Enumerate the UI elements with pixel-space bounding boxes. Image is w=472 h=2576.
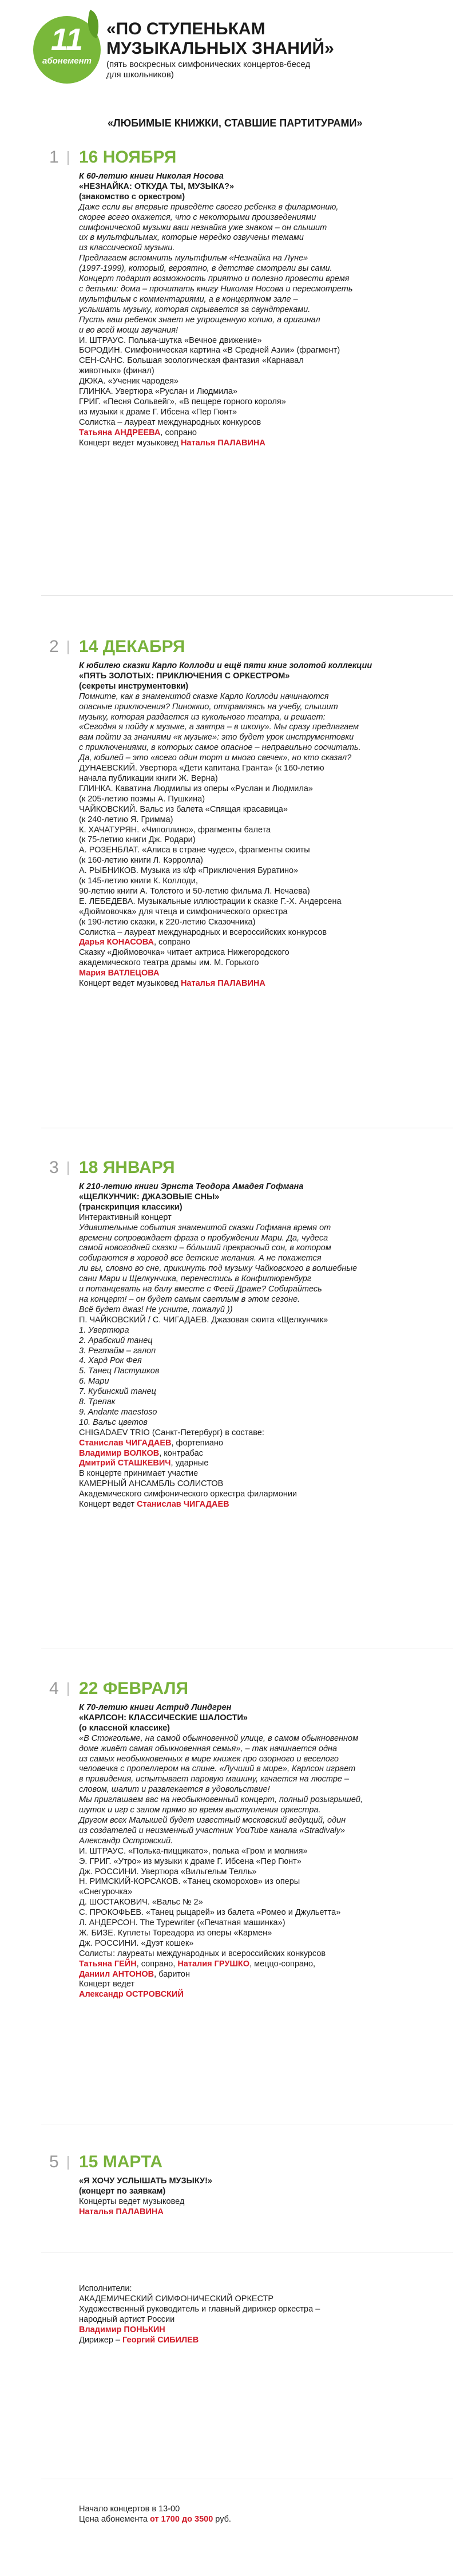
- text-line: и во всей мощи звучания!: [79, 325, 178, 335]
- text-line: К 70-летию книги Астрид Линдгрен: [79, 1703, 232, 1712]
- text-line: А. РЫБНИКОВ. Музыка из к/ф «Приключения Буратино»: [79, 866, 299, 876]
- text-line: Предлагаем вспомнить мультфильм «Незнайка на Луне»: [79, 254, 308, 263]
- number-divider: [68, 641, 69, 654]
- performer-name: Татьяна ГЕЙН: [79, 1959, 137, 1969]
- text-line: К. ХАЧАТУРЯН. «Чиполлино», фрагменты балета: [79, 825, 271, 835]
- text-line: Дж. РОССИНИ. «Дуэт кошек»: [79, 1938, 194, 1948]
- text-line: Дж. РОССИНИ. Увертюра «Вильгельм Телль»: [79, 1867, 257, 1876]
- text-line: Солисты: лауреаты международных и всероссийских конкурсов: [79, 1949, 326, 1958]
- text-line: [79, 938, 445, 948]
- text-line: (к 160-летию книги Л. Кэрролла): [79, 856, 203, 866]
- concert-description: [79, 1182, 445, 1510]
- text-line: «ЩЕЛКУНЧИК: ДЖАЗОВЫЕ СНЫ»: [79, 1192, 220, 1202]
- text-line: БОРОДИН. Симфоническая картина «В Средней Азии» (фрагмент): [79, 346, 340, 355]
- concert-description: [79, 661, 445, 989]
- text-line: музыку, которая раздается из кукольного театра, и решает:: [79, 712, 326, 722]
- text-line: (к 145-летию книги К. Коллоди,: [79, 876, 198, 886]
- text-line: ГРИГ. «Песня Сольвейг», «В пещере горного короля»: [79, 397, 286, 406]
- series-subtitle: (пять воскресных симфонических концертов-бесед для школьников): [106, 60, 311, 80]
- text-line: (концерт по заявкам): [79, 2186, 166, 2196]
- performer-name: Дмитрий СТАШКЕВИЧ: [79, 1459, 171, 1468]
- number-divider: [68, 2156, 69, 2170]
- text-line: 2. Арабский танец: [79, 1336, 153, 1345]
- text-line: на концерт! – он будет самым светлым в этом сезоне.: [79, 1294, 300, 1304]
- text-line: Помните, как в знаменитой сказке Карло Коллоди начинаются: [79, 692, 329, 701]
- text-line: (1997-1999), который, вероятно, в детстве смотрели вы сами.: [79, 264, 332, 274]
- text-line: Художественный руководитель и главный дирижер оркестра –: [79, 2304, 320, 2314]
- text-line: [79, 438, 445, 449]
- performer-name: Татьяна АНДРЕЕВА: [79, 428, 161, 437]
- concert-date: 22 ФЕВРАЛЯ: [79, 1679, 189, 1698]
- text-line: Даже если вы впервые приведёте своего ребенка в филармонию,: [79, 202, 339, 212]
- text-line: из создателей и неизменный участник YouTube канала «Stradivaly»: [79, 1826, 346, 1835]
- text-line: с детьми: дома – прочитать книгу Николая Носова и пересмотреть: [79, 284, 353, 294]
- text-line: [79, 1439, 445, 1449]
- text-line: мультфильм с комментариями, а в концертном зале –: [79, 294, 298, 304]
- concert-number: 3: [49, 1158, 59, 1177]
- performer-name: Наталья ПАЛАВИНА: [180, 979, 265, 989]
- text-line: П. ЧАЙКОВСКИЙ / С. ЧИГАДАЕВ. Джазовая сюита «Щелкунчик»: [79, 1315, 328, 1325]
- text-segment: , ударные: [170, 1459, 209, 1468]
- text-line: ли вы, словно во сне, прикинуть под музыку Чайковского в волшебные: [79, 1264, 358, 1274]
- text-line: и потанцевать на балу вместе с Феей Драже? Собирайтесь: [79, 1285, 322, 1294]
- text-segment: Цена абонемента: [79, 2514, 150, 2524]
- text-line: CHIGADAEV TRIO (Санкт-Петербург) в составе:: [79, 1428, 264, 1437]
- text-line: [79, 1990, 445, 2000]
- text-line: Э. ГРИГ. «Утро» из музыки к драме Г. Ибсена «Пер Гюнт»: [79, 1856, 302, 1866]
- text-line: Концерт ведет: [79, 1980, 135, 1989]
- number-divider: [68, 1682, 69, 1696]
- text-line: [79, 428, 445, 438]
- concert-date: 14 ДЕКАБРЯ: [79, 637, 185, 656]
- performer-name: Георгий СИБИЛЕВ: [122, 2335, 199, 2345]
- text-line: [79, 969, 445, 979]
- text-segment: , сопрано,: [136, 1959, 178, 1969]
- text-line: «Сегодня я пойду к музыке, а завтра – в школу». Мы сразу предлагаем: [79, 722, 359, 732]
- text-line: шуток и игр с залом прямо во время выступления оркестра.: [79, 1805, 321, 1815]
- text-line: народный артист России: [79, 2314, 175, 2324]
- text-line: (о классной классике): [79, 1723, 170, 1733]
- text-line: самой новогодней сказки – бόльший прекрасный сон, в котором: [79, 1243, 331, 1253]
- text-line: ДУНАЕВСКИЙ. Увертюра «Дети капитана Гранта» (к 160-летию: [79, 764, 324, 773]
- text-line: академического театра драмы им. М. Горького: [79, 958, 259, 968]
- number-divider: [68, 151, 69, 165]
- text-line: Начало концертов в 13-00: [79, 2504, 180, 2514]
- text-line: из самых необыкновенных в мире книжек про озорного и веселого: [79, 1754, 339, 1764]
- concert-date: 15 МАРТА: [79, 2152, 163, 2171]
- concert-description: [79, 172, 445, 448]
- text-line: времени сопровождает фраза о пробуждении Мари. Да, чудеса: [79, 1233, 328, 1243]
- text-line: [79, 2336, 445, 2346]
- text-line: КАМЕРНЫЙ АНСАМБЛЬ СОЛИСТОВ: [79, 1479, 224, 1489]
- text-line: (к 205-летию поэмы А. Пушкина): [79, 794, 205, 804]
- performer-name: Владимир ПОНЬКИН: [79, 2325, 165, 2334]
- performer-name: Владимир ВОЛКОВ: [79, 1448, 160, 1458]
- text-line: Н. РИМСКИЙ-КОРСАКОВ. «Танец скоморохов» из оперы: [79, 1877, 300, 1887]
- text-line: [79, 2207, 445, 2218]
- text-line: Е. ЛЕБЕДЕВА. Музыкальные иллюстрации к сказке Г.-Х. Андерсена: [79, 896, 342, 906]
- text-line: их в мультфильмах, которые нередко озвучены темами: [79, 233, 304, 243]
- text-line: ГЛИНКА. Увертюра «Руслан и Людмила»: [79, 387, 237, 397]
- text-line: Да, юбилей – это «всего один торт и много свечек», но кто сказал?: [79, 753, 352, 763]
- text-line: (транскрипция классики): [79, 1202, 183, 1212]
- text-line: [79, 1500, 445, 1510]
- text-line: СЕН-САНС. Большая зоологическая фантазия «Карнавал: [79, 356, 304, 366]
- text-segment: , контрабас: [159, 1448, 203, 1458]
- text-line: [79, 1449, 445, 1459]
- text-line: «Дюймовочка» для чтеца и симфонического оркестра: [79, 907, 288, 916]
- text-line: [79, 1959, 445, 1970]
- text-line: человечка с пропеллером на спине. «Лучший в мире», Карлсон играет: [79, 1764, 356, 1774]
- performers-block: [79, 2284, 445, 2345]
- text-segment: , меццо-сопрано,: [249, 1959, 316, 1969]
- performer-name: Наталья ПАЛАВИНА: [180, 438, 265, 448]
- text-line: Удивительные события знаменитой сказки Гофмана время от: [79, 1223, 331, 1232]
- text-line: Интерактивный концерт: [79, 1212, 172, 1222]
- text-line: 10. Вальс цветов: [79, 1417, 148, 1427]
- performer-name: Станислав ЧИГАДАЕВ: [79, 1438, 172, 1448]
- text-line: «Я ХОЧУ УСЛЫШАТЬ МУЗЫКУ!»: [79, 2176, 212, 2186]
- text-line: Солистка – лауреат международных и всероссийских конкурсов: [79, 927, 327, 937]
- text-line: АКАДЕМИЧЕСКИЙ СИМФОНИЧЕСКИЙ ОРКЕСТР: [79, 2294, 274, 2304]
- text-line: ГЛИНКА. Каватина Людмилы из оперы «Руслан и Людмила»: [79, 784, 313, 793]
- performer-name: Станислав ЧИГАДАЕВ: [137, 1500, 229, 1510]
- text-line: животных» (финал): [79, 366, 154, 376]
- text-line: «В Стокгольме, на самой обыкновенной улице, в самом обыкновенном: [79, 1733, 359, 1743]
- text-line: «ПЯТЬ ЗОЛОТЫХ: ПРИКЛЮЧЕНИЯ С ОРКЕСТРОМ»: [79, 671, 290, 681]
- text-line: А. РОЗЕНБЛАТ. «Алиса в стране чудес», фрагменты сюиты: [79, 846, 310, 855]
- text-line: в привидения, испытывает паровую машину, качается на люстре –: [79, 1775, 350, 1784]
- text-line: 8. Трепак: [79, 1397, 116, 1407]
- text-line: 6. Мари: [79, 1377, 109, 1386]
- performer-name: от 1700 до 3500: [150, 2514, 213, 2524]
- text-line: [79, 1970, 445, 1980]
- text-line: «Снегурочка»: [79, 1887, 133, 1897]
- text-line: из классической музыки.: [79, 243, 175, 253]
- badge-word: абонемент: [42, 56, 92, 66]
- badge-number: 11: [50, 22, 84, 57]
- text-line: Сказку «Дюймовочка» читает актриса Нижегородского: [79, 948, 289, 958]
- concert-date: 18 ЯНВАРЯ: [79, 1158, 175, 1177]
- number-divider: [68, 1161, 69, 1175]
- text-segment: , фортепиано: [171, 1438, 223, 1448]
- text-line: с приключениями, в которых самое опасное – неправильно сосчитать.: [79, 743, 361, 753]
- text-line: Концерт подарит возможность приятно и полезно провести время: [79, 274, 350, 284]
- text-line: [79, 1459, 445, 1469]
- text-line: ЧАЙКОВСКИЙ. Вальс из балета «Спящая красавица»: [79, 804, 288, 814]
- text-line: С. ПРОКОФЬЕВ. «Танец рыцарей» из балета «Ромео и Джульетта»: [79, 1908, 341, 1918]
- concert-number: 4: [49, 1679, 59, 1698]
- text-line: [79, 979, 445, 989]
- text-line: Д. ШОСТАКОВИЧ. «Вальс № 2»: [79, 1898, 203, 1907]
- text-line: Пусть ваш ребенок знает не упрощенную копию, а оригинал: [79, 315, 320, 325]
- performer-name: Александр ОСТРОВСКИЙ: [79, 1990, 184, 2000]
- text-line: Ж. БИЗЕ. Куплеты Тореадора из оперы «Кармен»: [79, 1928, 272, 1938]
- text-line: (к 240-летию Я. Гримма): [79, 815, 173, 824]
- text-segment: , сопрано: [153, 938, 191, 947]
- text-line: И. ШТРАУС. «Полька-пиццикато», полька «Гром и молния»: [79, 1846, 308, 1856]
- text-line: доме живёт самая обыкновенная семья», – так начинается одна: [79, 1744, 338, 1753]
- text-line: Всё будет джаз! Не усните, пожалуй )): [79, 1305, 233, 1314]
- concert-number: 1: [49, 148, 59, 167]
- performer-name: Наталья ПАЛАВИНА: [79, 2207, 164, 2217]
- text-line: «КАРЛСОН: КЛАССИЧЕСКИЕ ШАЛОСТИ»: [79, 1713, 248, 1722]
- text-segment: Концерт ведет музыковед: [79, 979, 181, 989]
- text-line: «НЕЗНАЙКА: ОТКУДА ТЫ, МУЗЫКА?»: [79, 181, 235, 191]
- text-segment: , сопрано: [160, 428, 197, 437]
- text-line: (знакомство с оркестром): [79, 192, 185, 202]
- text-segment: , баритон: [154, 1969, 190, 1979]
- text-line: Солистка – лауреат международных конкурсов: [79, 417, 261, 427]
- performer-name: Дарья КОНАСОВА: [79, 938, 154, 947]
- text-line: (к 75-летию книги Дж. Родари): [79, 835, 196, 845]
- text-line: Мы приглашаем вас на необыкновенный концерт, полный розыгрышей,: [79, 1795, 363, 1805]
- text-line: начала публикации книги Ж. Верна): [79, 773, 218, 783]
- section-divider: [41, 595, 453, 596]
- text-segment: руб.: [213, 2514, 231, 2524]
- text-line: скорее всего окажется, что с некоторыми произведениями: [79, 212, 316, 222]
- text-line: сани Мари и Щелкунчика, перенестись в Конфитюренбург: [79, 1274, 311, 1284]
- concert-number: 5: [49, 2152, 59, 2171]
- text-segment: Дирижер –: [79, 2335, 123, 2345]
- text-line: услышать музыку, которая скрывается за саундтреками.: [79, 305, 311, 314]
- text-line: К 210-летию книги Эрнста Теодора Амадея Гофмана: [79, 1182, 304, 1191]
- text-line: В концерте принимает участие: [79, 1469, 199, 1479]
- text-line: Александр Островский.: [79, 1836, 173, 1846]
- text-line: К 60-летию книги Николая Носова: [79, 172, 224, 181]
- text-line: И. ШТРАУС. Полька-шутка «Вечное движение»: [79, 335, 262, 345]
- text-line: Другом всех Малышей будет известный московский ведущий, один: [79, 1815, 346, 1825]
- text-line: 90-летию книги А. Толстого и 50-летию фильма Л. Нечаева): [79, 886, 310, 896]
- text-line: симфонической музыки ваш незнайка уже знаком – он слышит: [79, 223, 327, 232]
- subscription-badge: [33, 16, 101, 84]
- text-line: Концерты ведет музыковед: [79, 2196, 185, 2206]
- series-title: «ПО СТУПЕНЬКАМ МУЗЫКАЛЬНЫХ ЗНАНИЙ»: [106, 19, 334, 58]
- text-line: (секреты инструментовки): [79, 681, 189, 691]
- text-line: опасные приключения? Пиноккио, отправляясь на учебу, слышит: [79, 702, 338, 712]
- text-line: собираются в хоровод все детские желания. А не покажется: [79, 1254, 322, 1263]
- text-segment: Концерт ведет музыковед: [79, 438, 181, 448]
- text-line: Л. АНДЕРСОН. The Typewriter («Печатная машинка»): [79, 1918, 285, 1928]
- concert-date: 16 НОЯБРЯ: [79, 148, 177, 167]
- concert-description: [79, 1703, 445, 2000]
- performer-name: Даниил АНТОНОВ: [79, 1969, 154, 1979]
- text-line: (к 190-летию сказки, к 220-летию Сказочника): [79, 917, 256, 927]
- text-line: вам пойти за знаниями «к музыке»: это будет урок инструментовки: [79, 733, 354, 742]
- text-line: 7. Кубинский танец: [79, 1387, 156, 1397]
- text-line: 4. Хард Рок Фея: [79, 1356, 142, 1366]
- concert-description: [79, 2176, 445, 2218]
- text-line: Академического симфонического оркестра филармонии: [79, 1490, 298, 1499]
- text-line: 9. Andante maestoso: [79, 1407, 157, 1417]
- text-line: 1. Увертюра: [79, 1325, 129, 1335]
- text-line: К юбилею сказки Карло Коллоди и ещё пяти книг золотой коллекции: [79, 661, 372, 670]
- text-line: Исполнители:: [79, 2284, 132, 2293]
- cycle-title: «ЛЮБИМЫЕ КНИЖКИ, СТАВШИЕ ПАРТИТУРАМИ»: [108, 117, 363, 129]
- ticket-info: [79, 2504, 445, 2525]
- text-line: [79, 2515, 445, 2525]
- performer-name: Мария ВАТЛЕЦОВА: [79, 969, 160, 978]
- concert-number: 2: [49, 637, 59, 656]
- text-line: 3. Регтайм – галоп: [79, 1346, 156, 1356]
- text-line: 5. Танец Пастушков: [79, 1366, 160, 1376]
- text-line: из музыки к драме Г. Ибсена «Пер Гюнт»: [79, 407, 237, 417]
- performer-name: Наталия ГРУШКО: [177, 1959, 250, 1969]
- text-segment: Концерт ведет: [79, 1500, 137, 1510]
- program-header: [33, 16, 457, 96]
- text-line: ДЮКА. «Ученик чародея»: [79, 377, 179, 386]
- text-line: словом, шалит и развлекается в удовольствие!: [79, 1785, 270, 1795]
- text-line: [79, 2325, 445, 2336]
